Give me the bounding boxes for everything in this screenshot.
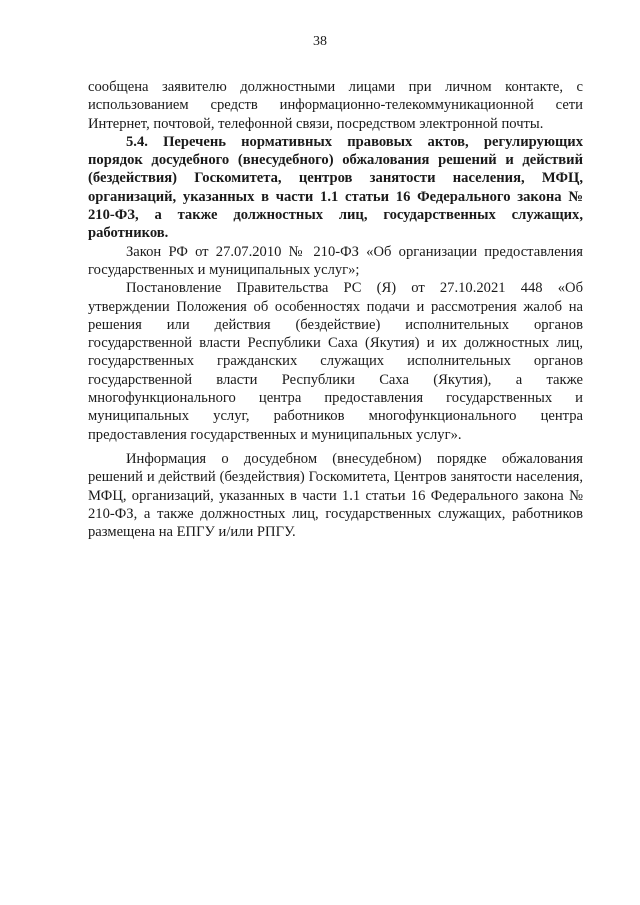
paragraph-contact-methods: сообщена заявителю должностными лицами при личном контакте, с использованием средств информационно-телекоммуникационной сети Интернет, почтовой, телефонной связи, посредством электронной почты. <box>88 79 583 132</box>
document-body <box>88 78 583 541</box>
section-heading-text: Перечень нормативных правовых актов, регулирующих порядок досудебного (внесудебного) обжалования решений и действий (бездействия) Госкомитета, центров занятости населения, МФЦ, организаций, указанных в части 1.1 статьи 16 Федерального закона № 210-ФЗ, а также должностных лиц, государственных служащих, работников. <box>88 133 583 242</box>
section-number: 5.4. <box>126 133 148 150</box>
paragraph-appeal-info: Информация о досудебном (внесудебном) порядке обжалования решений и действий (бездействия) Госкомитета, Центров занятости населения, МФЦ, организаций, указанных в части 1.1 статьи 16 Федерального закона № 210-ФЗ, а также должностных лиц, государственных служащих, работников размещена на ЕПГУ и/или РПГУ. <box>88 450 583 541</box>
section-heading-5-4 <box>88 133 583 243</box>
page-number: 38 <box>313 34 327 49</box>
paragraph-federal-law: Закон РФ от 27.07.2010 № 210-ФЗ «Об организации предоставления государственных и муниципальных услуг»; <box>88 243 583 278</box>
paragraph-government-resolution: Постановление Правительства РС (Я) от 27.10.2021 448 «Об утверждении Положения об особенностях подачи и рассмотрения жалоб на решения или действия (бездействие) исполнительных органов государственной власти Республики Саха (Якутия) и их должностных лиц, государственных гражданских служащих исполнительных органов государственной власти Республики Саха (Якутия), а также многофункционального центра предоставления государственных и муниципальных услуг, работников многофункционального центра предоставления государственных и муниципальных услуг». <box>88 280 583 443</box>
